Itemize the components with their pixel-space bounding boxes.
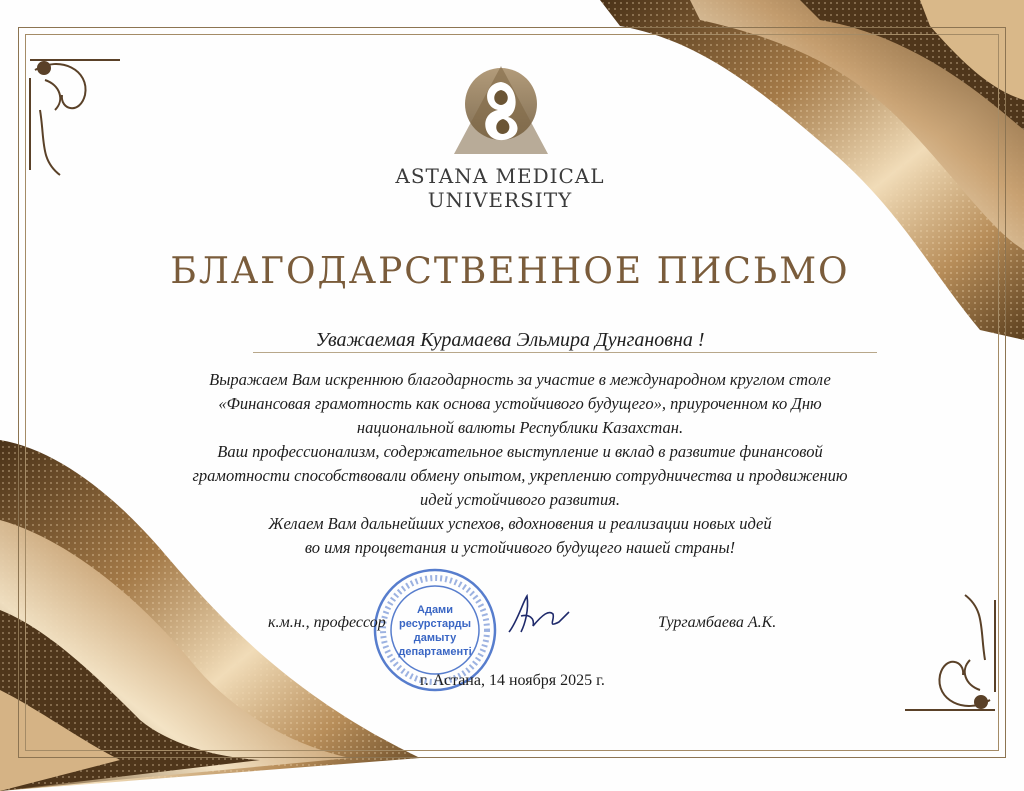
body-line: Ваш профессионализм, содержательное выступление и вклад в развитие финансовой <box>217 442 823 461</box>
body-line: Выражаем Вам искреннюю благодарность за участие в международном круглом столе <box>209 370 831 389</box>
body-line: идей устойчивого развития. <box>420 490 620 509</box>
signer-title: к.м.н., профессор <box>268 614 386 631</box>
body-line: «Финансовая грамотность как основа устойчивого будущего», приуроченном ко Дню <box>218 394 822 413</box>
stamp-line: департаменті <box>398 646 472 658</box>
body-line: грамотности способствовали обмену опытом, укреплению сотрудничества и продвижению <box>192 466 848 485</box>
university-name-line2: UNIVERSITY <box>427 188 573 212</box>
body-line: национальной валюты Республики Казахстан. <box>356 418 684 437</box>
handwritten-signature <box>503 592 573 638</box>
body-line: Желаем Вам дальнейших успехов, вдохновения и реализации новых идей <box>268 514 772 533</box>
greeting: Уважаемая Курамаева Эльмира Дунгановна ! <box>315 329 705 351</box>
signer-name: Тургамбаева А.К. <box>658 614 777 631</box>
stamp-line: Адами <box>417 604 453 616</box>
body-line: во имя процветания и устойчивого будущего нашей страны! <box>304 538 736 557</box>
university-logo <box>448 62 554 158</box>
document-title: БЛАГОДАРСТВЕННОЕ ПИСЬМО <box>170 251 850 292</box>
stamp-line: ресурстарды <box>399 618 471 630</box>
stamp-line: дамыту <box>413 632 457 644</box>
issue-date: г. Астана, 14 ноября 2025 г. <box>420 672 605 689</box>
university-name-line1: ASTANA MEDICAL <box>395 164 605 188</box>
greeting-underline <box>253 352 877 353</box>
